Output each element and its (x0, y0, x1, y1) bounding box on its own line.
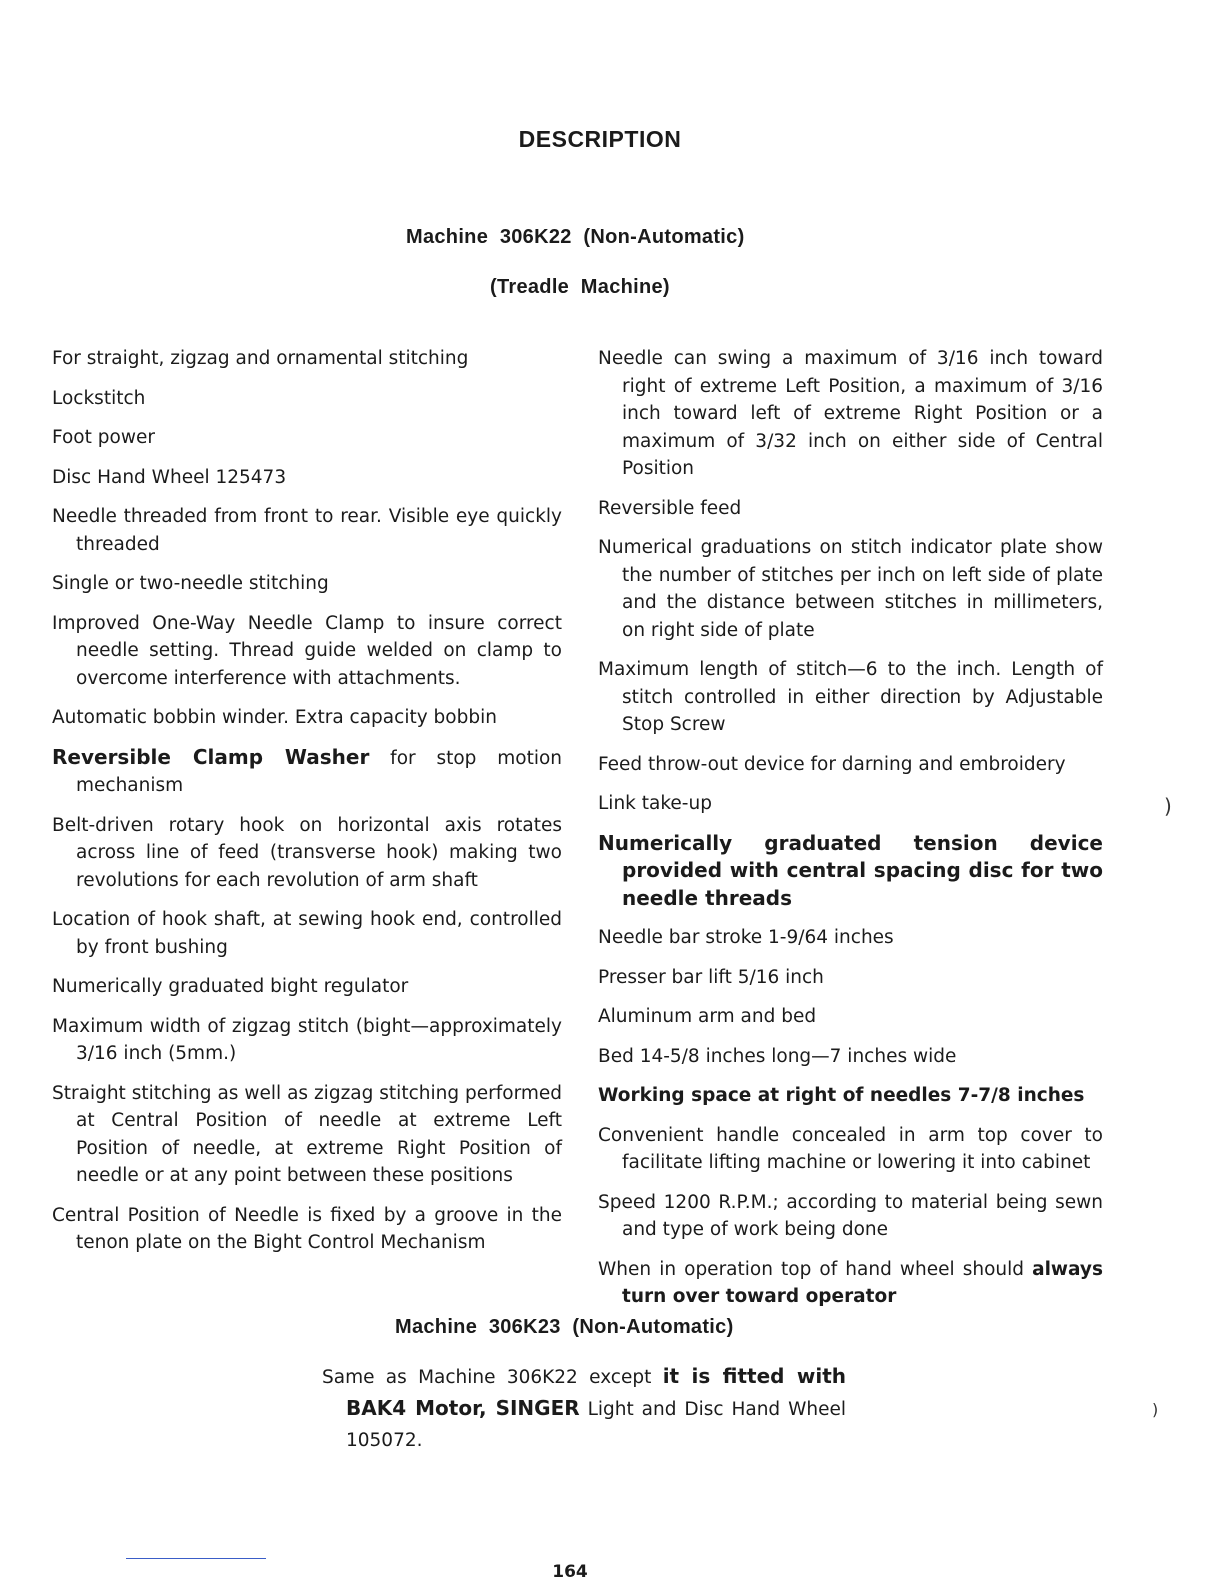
right-column (598, 345, 1103, 1323)
list-item: Foot power (52, 427, 155, 448)
item-text: for stop motion mechanism (76, 747, 563, 796)
machine2-heading: Machine 306K23 (Non-Automatic) (395, 1316, 734, 1338)
list-item: Numerical graduations on stitch indicator plate show the number of stitches per inch on left side of plate and the distance between stitches in millimeters, on right side of plate (598, 537, 1103, 641)
item-text: When in operation top of hand wheel should (598, 1258, 1033, 1280)
list-item: Numerically graduated bight regulator (52, 976, 409, 997)
list-item: Bed 14-5/8 inches long—7 inches wide (598, 1045, 957, 1067)
list-item: Automatic bobbin winder. Extra capacity bobbin (52, 707, 497, 728)
list-item (598, 1256, 1103, 1311)
list-item: Needle threaded from front to rear. Visible eye quickly threaded (52, 506, 562, 555)
list-item (52, 744, 562, 800)
scan-speck: ) (1152, 1400, 1159, 1419)
list-item: Central Position of Needle is fixed by a groove in the tenon plate on the Bight Control Mechanism (52, 1204, 562, 1253)
list-item: Belt-driven rotary hook on horizontal axis rotates across line of feed (transverse hook) making two revolutions for each revolution of arm shaft (52, 814, 562, 891)
list-item: Speed 1200 R.P.M.; according to material being sewn and type of work being done (598, 1191, 1103, 1240)
left-column (52, 345, 562, 1269)
list-item: Needle can swing a maximum of 3/16 inch toward right of extreme Left Position, a maximum of 3/16 inch toward left of extreme Right Position or a maximum of 3/32 inch on either side of Central Position (598, 348, 1103, 479)
page-number: 164 (552, 1562, 588, 1582)
item-text: Same as Machine 306K22 except (322, 1367, 663, 1388)
list-item: Feed throw-out device for darning and embroidery (598, 753, 1066, 775)
item-text: Light and Disc Hand Wheel 105072. (346, 1399, 846, 1451)
list-item: Location of hook shaft, at sewing hook end, controlled by front bushing (52, 909, 562, 958)
list-item: Link take-up (598, 793, 712, 814)
emphasis-text: it is fitted with (662, 1364, 847, 1388)
machine2-description (322, 1361, 846, 1456)
list-item: Needle bar stroke 1-9/64 inches (598, 927, 894, 948)
list-item: Aluminum arm and bed (598, 1006, 817, 1027)
list-item: Maximum length of stitch—6 to the inch. Length of stitch controlled in either direction by Adjustable Stop Screw (598, 659, 1103, 735)
list-item: Lockstitch (52, 387, 146, 409)
list-item: For straight, zigzag and ornamental stitching (52, 348, 469, 369)
emphasis-text: BAK4 Motor, SINGER (346, 1396, 580, 1420)
list-item: Reversible feed (598, 497, 742, 519)
machine-subheading: (Treadle Machine) (490, 276, 670, 298)
emphasis-text: Reversible Clamp Washer (52, 744, 370, 769)
list-item: Single or two-needle stitching (52, 573, 329, 594)
list-item: Straight stitching as well as zigzag stitching performed at Central Position of needle at extreme Left Position of needle, at extreme Right Position of needle or at any point between these positions (52, 1082, 562, 1186)
list-item: Working space at right of needles 7-7/8 inches (598, 1085, 1085, 1106)
list-item: Presser bar lift 5/16 inch (598, 966, 824, 988)
list-item: Convenient handle concealed in arm top cover to facilitate lifting machine or lowering it into cabinet (598, 1124, 1103, 1173)
emphasis-text: always turn over toward operator (622, 1258, 1103, 1307)
page-title: DESCRIPTION (518, 126, 682, 152)
scan-speck: ) (1164, 794, 1172, 818)
list-item: Maximum width of zigzag stitch (bight—approximately 3/16 inch (5mm.) (52, 1015, 562, 1064)
scan-line-mark (126, 1558, 266, 1559)
machine-heading: Machine 306K22 (Non-Automatic) (406, 226, 745, 248)
list-item: Disc Hand Wheel 125473 (52, 466, 287, 488)
list-item: Numerically graduated tension device provided with central spacing disc for two needle threads (598, 830, 1103, 910)
list-item: Improved One-Way Needle Clamp to insure correct needle setting. Thread guide welded on clamp to overcome interference with attachments. (52, 612, 562, 689)
